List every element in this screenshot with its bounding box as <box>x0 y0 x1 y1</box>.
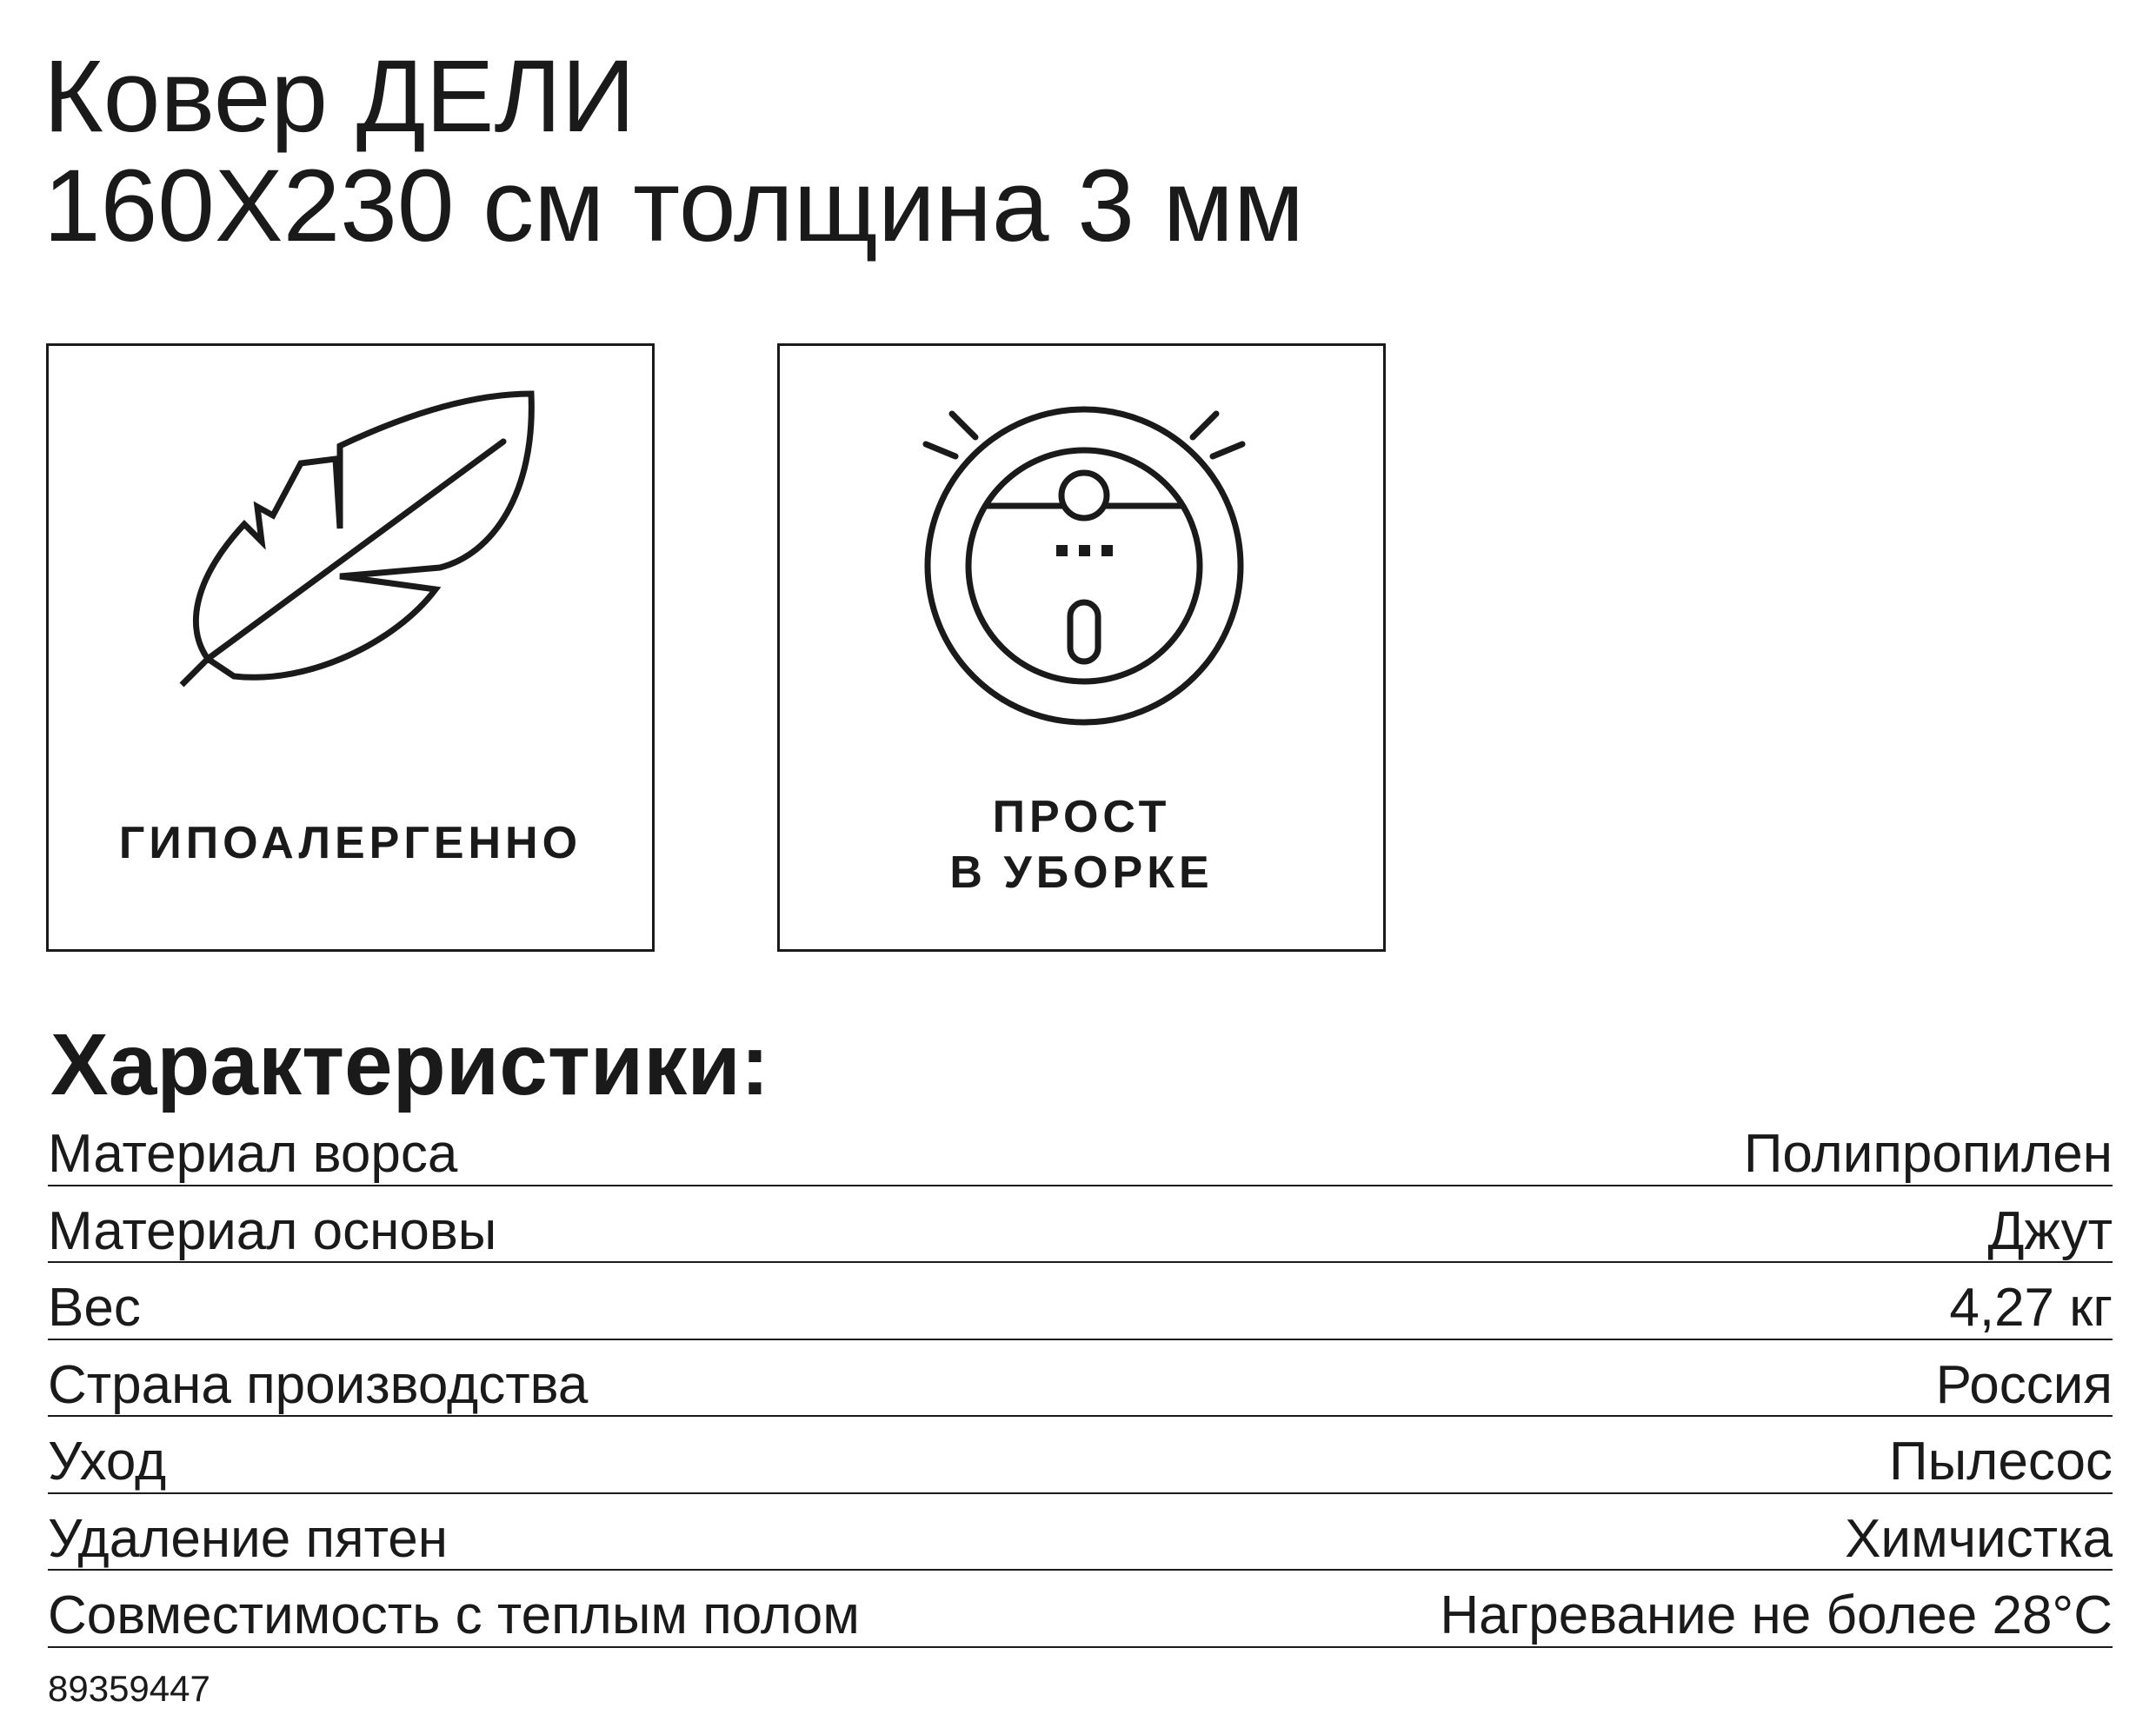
product-title-dimensions: 160X230 см толщина 3 мм <box>43 149 1304 263</box>
table-row <box>48 1352 2113 1430</box>
spec-name: Удаление пятен <box>48 1508 449 1569</box>
feature-label-line: ПРОСТ <box>992 792 1171 842</box>
product-title <box>43 39 1304 263</box>
table-row <box>48 1199 2113 1276</box>
feature-label-line: ГИПОАЛЕРГЕННО <box>118 818 582 868</box>
row-divider <box>48 1339 2113 1340</box>
feature-hypoallergenic <box>46 343 655 952</box>
spec-name: Материал основы <box>48 1200 497 1261</box>
table-row <box>48 1583 2113 1660</box>
spec-value: Россия <box>1935 1354 2113 1415</box>
spec-value: Джут <box>1987 1200 2113 1261</box>
row-divider <box>48 1261 2113 1263</box>
specs-heading: Характеристики: <box>50 1016 770 1113</box>
spec-name: Материал ворса <box>48 1124 458 1184</box>
feature-label <box>780 789 1383 900</box>
table-row <box>48 1506 2113 1584</box>
specs-table <box>48 1121 2113 1660</box>
spec-value: Химчистка <box>1845 1508 2113 1569</box>
spec-value: Пылесос <box>1889 1432 2113 1492</box>
spec-name: Уход <box>48 1432 167 1492</box>
row-divider <box>48 1569 2113 1571</box>
row-divider <box>48 1492 2113 1494</box>
feature-easy-cleaning <box>777 343 1386 952</box>
spec-name: Вес <box>48 1278 141 1338</box>
row-divider <box>48 1415 2113 1417</box>
feature-label <box>49 815 652 871</box>
spec-name: Страна производства <box>48 1354 589 1415</box>
row-divider <box>48 1185 2113 1186</box>
spec-value: Нагревание не более 28°C <box>1440 1585 2113 1645</box>
table-row <box>48 1121 2113 1199</box>
feature-label-line: В УБОРКЕ <box>949 847 1214 898</box>
table-row <box>48 1429 2113 1506</box>
spec-name: Совместимость с теплым полом <box>48 1585 860 1645</box>
spec-value: Полипропилен <box>1743 1124 2113 1184</box>
row-divider <box>48 1646 2113 1648</box>
table-row <box>48 1275 2113 1352</box>
product-title-name: Ковер ДЕЛИ <box>43 39 635 154</box>
article-number: 89359447 <box>48 1668 210 1709</box>
spec-value: 4,27 кг <box>1949 1278 2113 1338</box>
